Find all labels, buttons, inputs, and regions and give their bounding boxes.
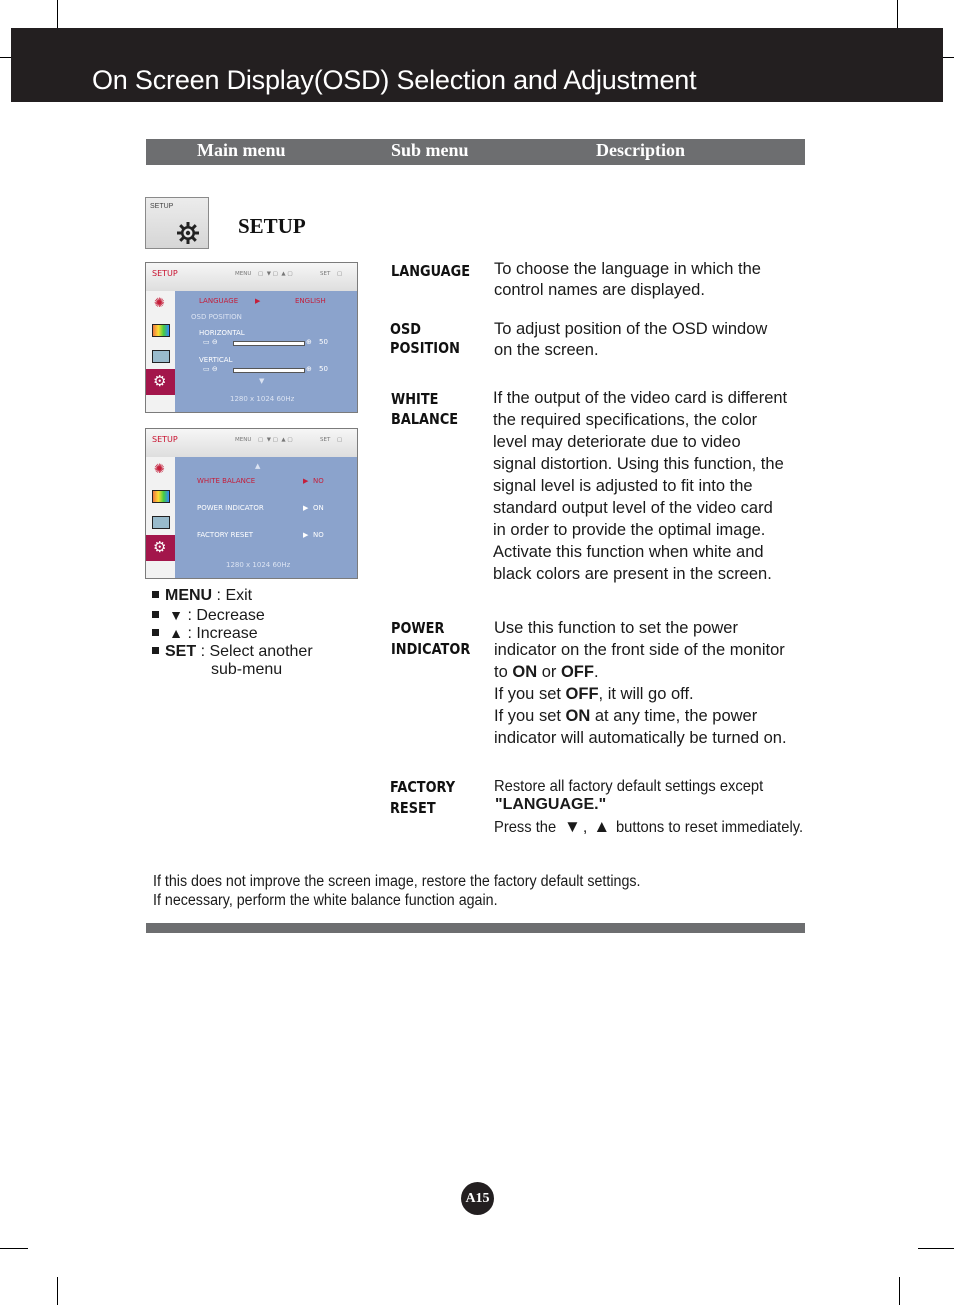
osd-language-value: ENGLISH <box>295 297 326 305</box>
page-number-badge: A15 <box>461 1182 494 1215</box>
osd-factory-reset-label: FACTORY RESET <box>197 531 254 539</box>
crop-mark <box>899 1277 900 1305</box>
osd-menu-label: MENU <box>235 437 252 443</box>
bullet-icon <box>152 611 159 618</box>
text: Press the <box>494 819 557 836</box>
crop-mark <box>0 57 11 58</box>
header-description: Description <box>596 140 685 160</box>
osd-up-arrow-icon: ▲ <box>255 462 261 470</box>
white-balance-desc-2: the required specifications, the color <box>493 411 758 429</box>
osd-horizontal-slider <box>233 341 305 346</box>
osd-sidebar <box>146 457 175 561</box>
white-balance-desc-1: If the output of the video card is different <box>493 389 788 407</box>
off-keyword: OFF <box>565 685 599 703</box>
legend-increase-text: : Increase <box>183 625 258 642</box>
osd-control-icons: ▢ ▼ ▢ ▲ ▢ <box>258 271 293 277</box>
osd-power-indicator-value: ON <box>313 504 324 512</box>
footer-note <box>153 873 640 910</box>
submenu-osd-position-label-1: OSD <box>390 320 421 338</box>
white-balance-desc-3: level may deteriorate due to video <box>493 433 741 451</box>
legend-set-text: : Select another <box>196 642 313 660</box>
white-balance-desc-5: signal level is adjusted to fit into the <box>493 477 753 495</box>
text: or <box>537 663 561 681</box>
down-triangle-icon: ▼ <box>169 606 183 623</box>
osd-header <box>146 429 357 457</box>
osd-screenshot-setup-1 <box>145 262 358 413</box>
language-desc-2: control names are displayed. <box>494 281 705 299</box>
osd-color-icon <box>146 483 175 509</box>
factory-reset-desc-1: Restore all factory default settings except <box>494 778 764 795</box>
osd-horizontal-value: 50 <box>319 338 328 346</box>
white-balance-desc-8: Activate this function when white and <box>493 543 764 561</box>
osd-set-icon: ▢ <box>337 271 343 277</box>
osd-screenshot-setup-2 <box>145 428 358 579</box>
header-main-menu: Main menu <box>197 140 286 160</box>
crop-mark <box>57 0 58 28</box>
osd-menu-label: MENU <box>235 271 252 277</box>
up-triangle-icon: ▲ <box>593 817 611 836</box>
osd-plus-icon: ⊕ <box>306 338 312 346</box>
up-triangle-icon: ▲ <box>169 625 183 641</box>
submenu-white-balance-label-2: BALANCE <box>391 410 459 428</box>
on-keyword: ON <box>565 707 591 725</box>
osd-picture-icon: ✺ <box>154 462 165 477</box>
submenu-white-balance-label-1: WHITE <box>391 390 439 408</box>
header-sub-menu: Sub menu <box>391 140 469 160</box>
osd-vertical-value: 50 <box>319 365 328 373</box>
osd-header <box>146 263 357 291</box>
setup-menu-icon <box>145 197 209 249</box>
osd-picture-icon: ✺ <box>154 296 165 311</box>
page-title: On Screen Display(OSD) Selection and Adjustment <box>92 65 697 95</box>
text: at any time, the power <box>590 707 758 725</box>
submenu-osd-position-label-2: POSITION <box>390 339 460 357</box>
bullet-icon <box>152 591 159 598</box>
osd-plus-icon: ⊕ <box>306 365 312 373</box>
crop-mark <box>57 1277 58 1305</box>
osd-set-label: SET <box>320 271 331 277</box>
legend-row-menu <box>152 587 313 606</box>
osd-title: SETUP <box>152 269 178 278</box>
osd-color-icon <box>146 317 175 343</box>
osd-position-label: OSD POSITION <box>191 313 242 321</box>
white-balance-desc-7: in order to provide the optimal image. <box>493 521 766 539</box>
crop-mark <box>0 1248 28 1249</box>
power-indicator-desc-5 <box>494 705 757 727</box>
note-line-2: If necessary, perform the white balance function again. <box>153 891 498 909</box>
osd-vertical-slider <box>233 368 305 373</box>
power-indicator-desc-6: indicator will automatically be turned on. <box>494 729 787 747</box>
osd-tracking-icon <box>146 343 175 369</box>
osd-language-label: LANGUAGE <box>199 297 239 305</box>
legend-menu-text: : Exit <box>212 587 253 604</box>
osd-arrow-icon: ▶ <box>303 477 309 485</box>
osd-arrow-icon: ▶ <box>303 504 309 512</box>
osd-factory-reset-value: NO <box>313 531 324 539</box>
note-line-1: If this does not improve the screen image, restore the factory default settings. <box>153 873 641 890</box>
down-triangle-icon: ▼ <box>564 817 581 836</box>
legend-row-increase <box>152 624 313 643</box>
osd-horizontal-label: HORIZONTAL <box>199 329 245 337</box>
osd-vertical-icon: ▭ ⊖ <box>203 365 218 373</box>
on-keyword: ON <box>512 663 538 681</box>
text: , it will go off. <box>598 685 694 703</box>
osd-horizontal-icon: ▭ ⊖ <box>203 338 218 346</box>
legend-row-decrease <box>152 606 313 625</box>
crop-mark <box>918 1248 954 1249</box>
osd-arrow-icon: ▶ <box>303 531 309 539</box>
factory-reset-desc-3 <box>494 816 820 839</box>
white-balance-desc-6: standard output level of the video card <box>493 499 773 517</box>
gear-icon <box>176 221 200 245</box>
osd-tracking-icon <box>146 509 175 535</box>
legend-row-set-cont <box>152 661 313 680</box>
submenu-power-indicator-label-2: INDICATOR <box>391 640 471 658</box>
osd-resolution: 1280 x 1024 60Hz <box>230 395 295 403</box>
osd-white-balance-label: WHITE BALANCE <box>197 477 256 485</box>
osd-power-indicator-label: POWER INDICATOR <box>197 504 264 512</box>
submenu-factory-reset-label-1: FACTORY <box>390 778 456 796</box>
setup-icon-label: SETUP <box>150 203 174 210</box>
off-keyword: OFF <box>560 663 594 681</box>
text: . <box>593 663 599 681</box>
white-balance-desc-4: signal distortion. Using this function, the <box>493 455 784 473</box>
osd-sidebar <box>146 291 175 395</box>
osd-position-desc-1: To adjust position of the OSD window <box>494 320 768 338</box>
osd-arrow-icon: ▶ <box>255 297 261 305</box>
osd-title: SETUP <box>152 435 178 444</box>
submenu-power-indicator-label-1: POWER <box>391 619 445 637</box>
osd-control-icons: ▢ ▼ ▢ ▲ ▢ <box>258 437 293 443</box>
language-desc-1: To choose the language in which the <box>494 260 761 278</box>
text: buttons to reset immediately. <box>616 819 804 836</box>
table-header <box>146 139 805 165</box>
submenu-factory-reset-label-2: RESET <box>390 799 436 817</box>
osd-set-icon: ▢ <box>337 437 343 443</box>
power-indicator-desc-3 <box>494 661 599 683</box>
osd-setup-icon-selected: ⚙ <box>146 369 175 395</box>
power-indicator-desc-1: Use this function to set the power <box>494 619 738 637</box>
button-legend <box>152 587 313 680</box>
bullet-icon <box>152 629 159 636</box>
crop-mark <box>943 57 954 58</box>
submenu-language-label: LANGUAGE <box>391 262 471 280</box>
text: , <box>582 819 588 836</box>
osd-down-arrow-icon: ▼ <box>259 377 265 385</box>
osd-resolution: 1280 x 1024 60Hz <box>226 561 291 569</box>
power-indicator-desc-4 <box>494 683 694 705</box>
bullet-icon <box>152 647 159 654</box>
main-menu-heading: SETUP <box>238 214 306 238</box>
legend-decrease-text: : Decrease <box>183 606 265 624</box>
osd-set-label: SET <box>320 437 331 443</box>
white-balance-desc-9: black colors are present in the screen. <box>493 565 772 583</box>
power-indicator-desc-2: indicator on the front side of the monitor <box>494 641 785 659</box>
osd-white-balance-value: NO <box>313 477 324 485</box>
osd-panel <box>175 291 357 412</box>
text: to <box>494 663 513 681</box>
osd-panel <box>175 457 357 578</box>
osd-position-desc-2: on the screen. <box>494 341 599 359</box>
text: If you set <box>494 707 566 725</box>
legend-menu-key: MENU <box>165 587 213 604</box>
factory-reset-desc-2: "LANGUAGE." <box>495 796 607 813</box>
crop-mark <box>897 0 898 28</box>
legend-set-text2: sub-menu <box>211 661 283 678</box>
bottom-divider <box>146 923 805 933</box>
text: If you set <box>494 685 566 703</box>
osd-setup-icon-selected: ⚙ <box>146 535 175 561</box>
legend-row-set <box>152 643 313 662</box>
legend-set-key: SET <box>165 642 197 660</box>
osd-vertical-label: VERTICAL <box>199 356 233 364</box>
